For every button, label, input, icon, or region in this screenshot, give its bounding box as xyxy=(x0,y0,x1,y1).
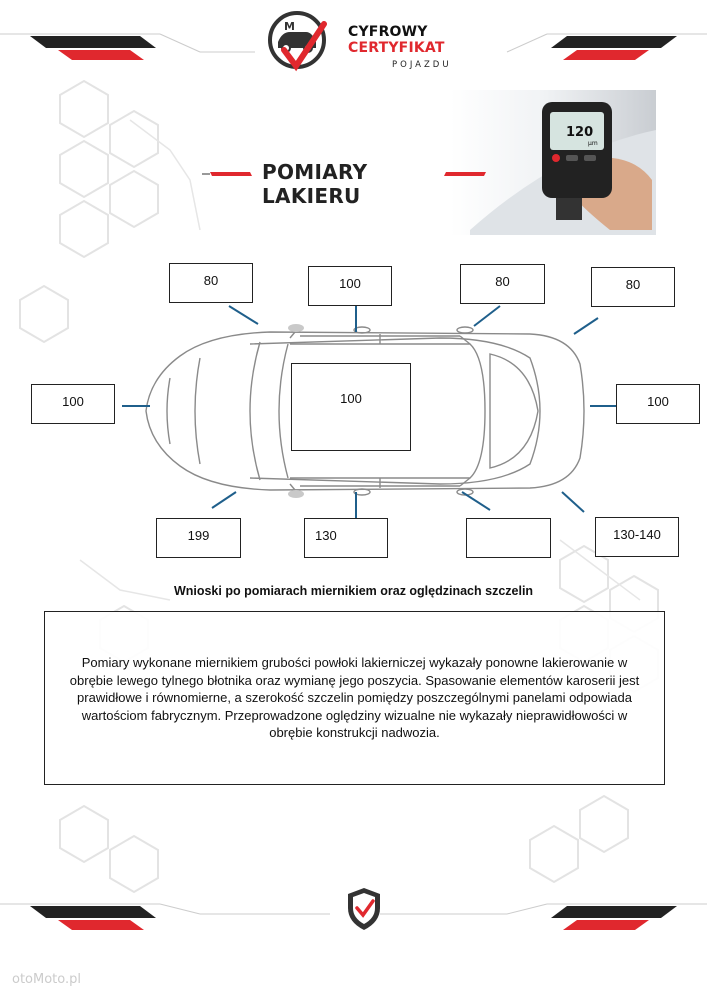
measurement-front-left-door: 100 xyxy=(308,266,392,306)
measurement-front-right-door: 130 xyxy=(304,518,388,558)
measurement-front-bumper: 100 xyxy=(31,384,115,424)
conclusion-title: Wnioski po pomiarach miernikiem oraz oględzinach szczelin xyxy=(173,584,534,598)
brand-subtitle: POJAZDU xyxy=(392,60,452,70)
measurement-front-right-fender: 199 xyxy=(156,518,241,558)
measurement-roof: 100 xyxy=(291,363,411,451)
measurement-rear-left-door: 80 xyxy=(460,264,545,304)
measurement-rear-bumper: 100 xyxy=(616,384,700,424)
shield-check-icon xyxy=(345,886,383,932)
measurement-rear-right-door xyxy=(466,518,551,558)
conclusion-box xyxy=(44,611,665,785)
measurement-rear-right-fender: 130-140 xyxy=(595,517,679,557)
svg-text:μm: μm xyxy=(588,140,598,147)
conclusion-text: Pomiary wykonane miernikiem grubości powłoki lakierniczej wykazały ponowne lakierowanie w obrębie lewego tylnego błotnika oraz wymianę jego poszycia. Spasowanie elementów karoserii jest prawidłowe i równomierne, a szerokość szczelin pomiędzy poszczególnymi panelami odpowiada wartościom fabrycznym. Przeprowadzone oględziny wizualne nie wykazały nieprawidłowości w obrębie konstrukcji nadwozia. xyxy=(69,655,640,741)
brand-word-2: CERTYFIKAT xyxy=(348,40,445,56)
page-title: POMIARY LAKIERU xyxy=(262,160,368,208)
brand-word-1: CYFROWY xyxy=(348,24,428,40)
svg-text:M: M xyxy=(284,20,295,33)
svg-text:120: 120 xyxy=(566,125,594,140)
measurement-front-left-fender: 80 xyxy=(169,263,253,303)
watermark: otoMoto.pl xyxy=(12,972,81,987)
measurement-rear-left-fender: 80 xyxy=(591,267,675,307)
